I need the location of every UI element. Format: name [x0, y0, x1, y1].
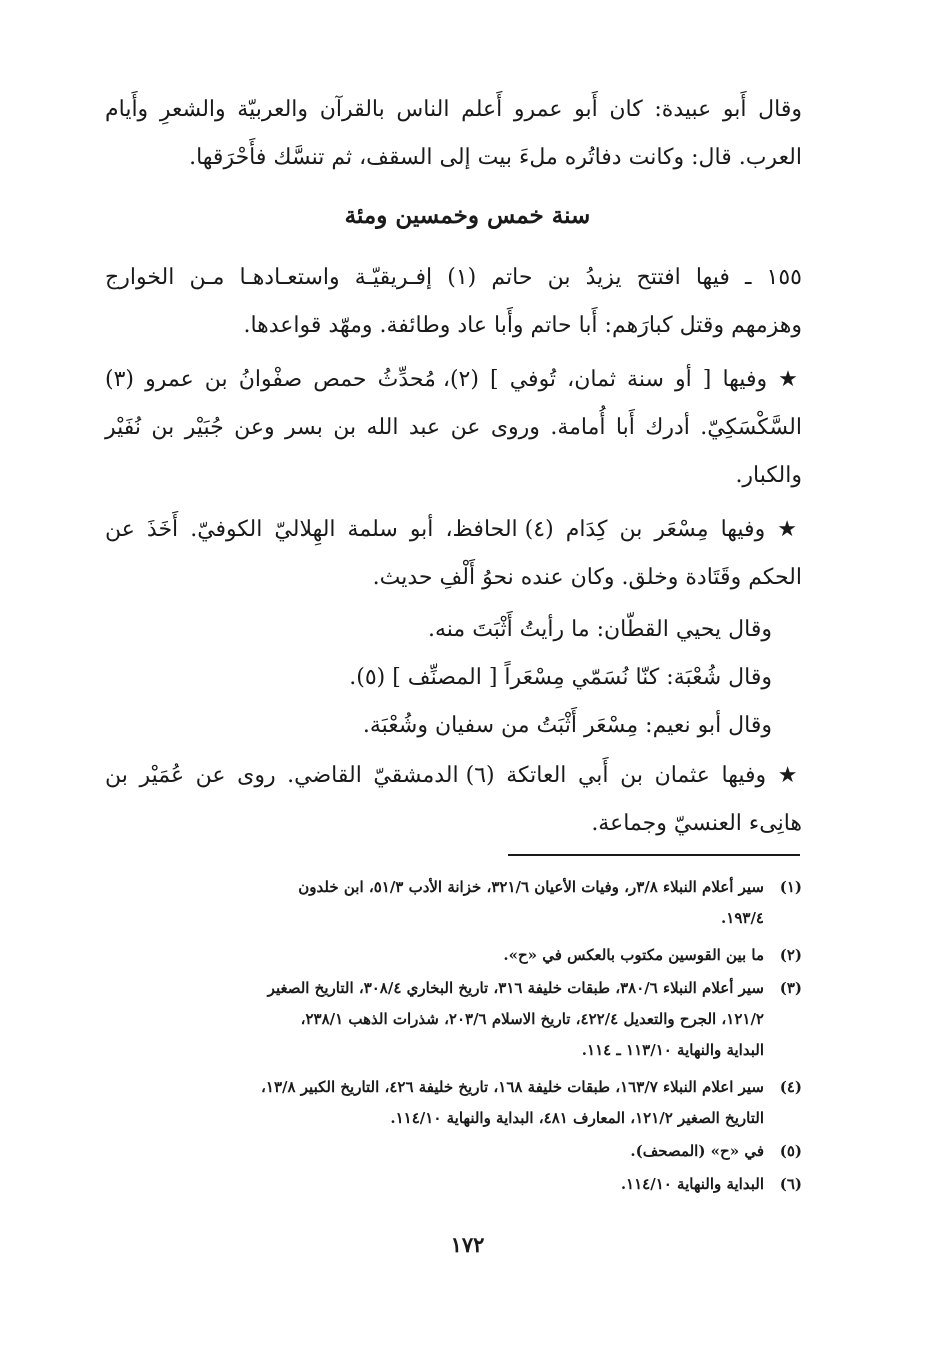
section-heading: سنة خمس وخمسين ومئة [344, 202, 591, 229]
footnote-text: ١٩٣/٤. [721, 909, 764, 927]
footnote-item [105, 1169, 802, 1200]
footnote-text: البداية والنهاية ١١٣/١٠ ـ ١١٤. [581, 1041, 764, 1059]
text-line: السَّكْسَكِيّ. أدرك أَبا أُمامة. وروى عن عبد الله بن بسر وعن جُبَيْر بن نُفَيْر [105, 415, 802, 440]
footnote-number: (٣) [779, 979, 802, 997]
footnote-number: (٥) [779, 1142, 802, 1160]
footnote-item [105, 973, 802, 1066]
footnote-text: سير اعلام النبلاء ١٦٣/٧، طبقات خليفة ١٦٨، تاريخ خليفة ٤٢٦، التاريخ الكبير ١٣/٨، [261, 1078, 764, 1096]
text-line: هانِىء العنسيّ وجماعة. [591, 811, 802, 836]
text-line: ★ وفيها مِسْعَر بن كِدَام (٤) الحافظ، أبو سلمة الهِلاليّ الكوفيّ. أَخَذَ عن [105, 517, 802, 542]
uthman-paragraph [105, 752, 802, 848]
footnote-item [105, 940, 802, 971]
text-line: الحكم وقَتَادة وخلق. وكان عنده نحوُ أَلْفِ حديث. [372, 565, 802, 590]
footnote-text: البداية والنهاية ١١٤/١٠. [620, 1175, 764, 1193]
quote-line: وقال شُعْبَة: كنّا نُسَمّي مِسْعَراً [ المصنِّف ] (٥). [349, 665, 772, 690]
footnote-text: في «ح» (المصحف). [630, 1142, 764, 1160]
safwan-paragraph [105, 356, 802, 500]
footnote-item [105, 872, 802, 934]
text-line: وهزمهم وقتل كبارَهم: أَبا حاتم وأَبا عاد وطائفة. ومهّد قواعدها. [243, 313, 802, 338]
footnote-item [105, 1136, 802, 1167]
page-number: ١٧٢ [450, 1232, 485, 1257]
text-line: ١٥٥ ـ فيها افتتح يزيدُ بن حاتم (١) إفـريقيّـة واستعـادهـا مـن الخوارج [105, 265, 802, 290]
footnote-number: (٤) [779, 1078, 802, 1096]
footnote-text: ١٢١/٢، الجرح والتعديل ٤٢٢/٤، تاريخ الاسلام ٢٠٣/٦، شذرات الذهب ٢٣٨/١، [300, 1010, 764, 1028]
text-line: وقال أَبو عبيدة: كان أَبو عمرو أَعلم الناس بالقرآن والعربيّة والشعرِ وأَيام [105, 97, 802, 122]
intro-paragraph [105, 86, 802, 182]
footnotes [105, 872, 802, 1200]
footnote-divider [508, 854, 800, 856]
text-line: والكبار. [735, 463, 802, 488]
footnote-number: (١) [779, 878, 802, 896]
footnote-text: ما بين القوسين مكتوب بالعكس في «ح». [503, 946, 764, 964]
entry-155-paragraph [105, 254, 802, 350]
footnote-item [105, 1072, 802, 1134]
quote-line: وقال يحيي القطّان: ما رأيتُ أَثْبَتَ منه. [428, 617, 772, 642]
misar-paragraph [105, 506, 802, 602]
footnote-number: (٢) [779, 946, 802, 964]
footnote-text: سير أعلام النبلاء ٣٨٠/٦، طبقات خليفة ٣١٦، تاريخ البخاري ٣٠٨/٤، التاريخ الصغير [267, 979, 764, 997]
quotes-block [105, 606, 802, 750]
quote-line: وقال أبو نعيم: مِسْعَر أَثْبَتُ من سفيان وشُعْبَة. [362, 713, 772, 738]
footnote-text: التاريخ الصغير ١٢١/٢، المعارف ٤٨١، البداية والنهاية ١١٤/١٠. [390, 1109, 764, 1127]
footnote-text: سير أعلام النبلاء ٣/٨ر، وفيات الأعيان ٣٢١/٦، خزانة الأدب ٥١/٣، ابن خلدون [298, 878, 764, 896]
text-line: ★ وفيها عثمان بن أَبي العاتكة (٦) الدمشقيّ القاضي. روى عن عُمَيْر بن [105, 763, 802, 788]
text-line: ★ وفيها [ أو سنة ثمان، تُوفي ] (٢)، مُحدِّثُ حمص صفْوانُ بن عمرو (٣) [105, 367, 802, 392]
footnote-number: (٦) [779, 1175, 802, 1193]
text-line: العرب. قال: وكانت دفاتُره ملءَ بيت إلى السقف، ثم تنسَّك فأَحْرَقها. [189, 145, 802, 170]
